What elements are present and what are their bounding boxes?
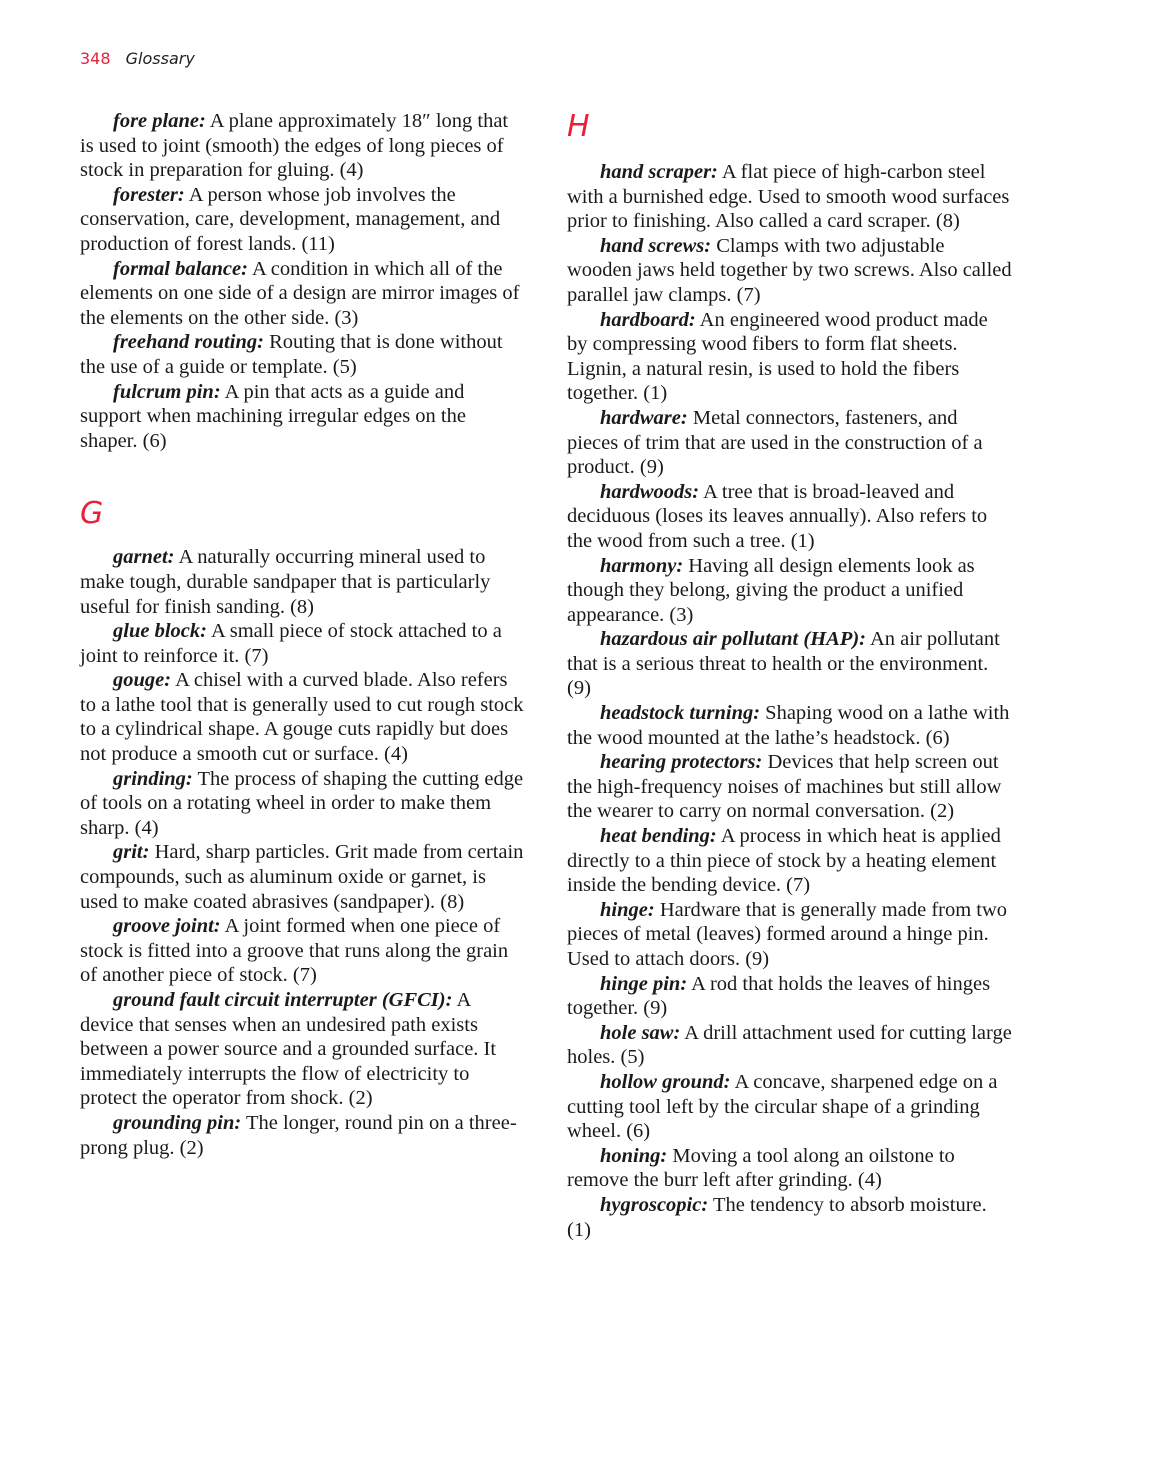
- glossary-definition: A naturally occurring mineral used to make tough, durable sandpaper that is particularly useful for finish sanding. (8): [80, 546, 491, 618]
- glossary-entry: [567, 308, 1012, 406]
- glossary-definition: An engineered wood product made by compressing wood fibers to form flat sheets. Lignin, a natural resin, is used to hold the fibers together. (1): [567, 308, 988, 405]
- glossary-definition: An air pollutant that is a serious threat to health or the environment. (9): [567, 628, 1000, 700]
- glossary-definition: Hardware that is generally made from two pieces of metal (leaves) formed around a hinge pin. Used to attach doors. (9): [567, 898, 1008, 970]
- glossary-definition: Having all design elements look as though they belong, giving the product a unified appearance. (3): [567, 554, 975, 626]
- glossary-definition: Devices that help screen out the high-frequency noises of machines but still allow the wearer to carry on normal conversation. (2): [567, 751, 1002, 823]
- glossary-definition: A condition in which all of the elements on one side of a design are mirror images of the elements on the other side. (3): [80, 257, 520, 329]
- glossary-term: grinding:: [113, 767, 193, 790]
- glossary-definition: The process of shaping the cutting edge of tools on a rotating wheel in order to make them sharp. (4): [80, 767, 524, 839]
- glossary-term: hand scraper:: [600, 161, 718, 183]
- glossary-entry: [567, 1193, 1012, 1242]
- glossary-term: grit:: [113, 841, 150, 864]
- glossary-entry: [567, 480, 1012, 554]
- glossary-definition: A rod that holds the leaves of hinges together. (9): [567, 972, 991, 1020]
- glossary-entry: [80, 668, 525, 766]
- glossary-entry: [80, 109, 525, 183]
- glossary-entry: [567, 824, 1012, 898]
- glossary-entry: [567, 234, 1012, 308]
- glossary-entry: [567, 750, 1012, 824]
- glossary-definition: Moving a tool along an oilstone to remove the burr left after grinding. (4): [567, 1144, 955, 1192]
- glossary-entry: [80, 914, 525, 988]
- glossary-definition: The longer, round pin on a three-prong plug. (2): [80, 1111, 517, 1159]
- glossary-definition: A flat piece of high-carbon steel with a burnished edge. Used to smooth wood surfaces prior to finishing. Also called a card scraper. (8): [567, 161, 1010, 233]
- glossary-term: garnet:: [113, 546, 175, 569]
- glossary-term: hinge pin:: [600, 972, 688, 995]
- glossary-entry: [80, 183, 525, 257]
- glossary-entry: [80, 257, 525, 331]
- left-column: [80, 109, 525, 1160]
- glossary-term: hygroscopic:: [600, 1193, 709, 1216]
- glossary-entry: [80, 988, 525, 1111]
- glossary-term: formal balance:: [113, 257, 248, 280]
- glossary-term: headstock turning:: [600, 702, 761, 725]
- glossary-entry: [567, 1070, 1012, 1144]
- glossary-definition: A concave, sharpened edge on a cutting tool left by the circular shape of a grinding wheel. (6): [567, 1070, 998, 1143]
- glossary-entry: [567, 701, 1012, 750]
- right-column: [567, 160, 1012, 1242]
- glossary-entry: [567, 406, 1012, 480]
- glossary-term: groove joint:: [113, 915, 221, 938]
- glossary-term: gouge:: [113, 669, 172, 692]
- glossary-term: hand screws:: [600, 234, 712, 257]
- glossary-entry: [567, 1021, 1012, 1070]
- glossary-definition: A person whose job involves the conservation, care, development, management, and production of forest lands. (11): [80, 183, 501, 255]
- glossary-definition: A small piece of stock attached to a joint to reinforce it. (7): [80, 620, 502, 667]
- glossary-definition: Hard, sharp particles. Grit made from certain compounds, such as aluminum oxide or garnet, is used to make coated abrasives (sandpaper). (8): [80, 841, 524, 913]
- glossary-entry: [80, 1111, 525, 1160]
- glossary-definition: Clamps with two adjustable wooden jaws held together by two screws. Also called parallel jaw clamps. (7): [567, 234, 1012, 306]
- glossary-term: fore plane:: [113, 110, 206, 132]
- glossary-entry: [80, 545, 525, 619]
- glossary-entry: [80, 840, 525, 914]
- glossary-entry: [567, 972, 1012, 1021]
- glossary-term: hardware:: [600, 406, 688, 429]
- glossary-term: freehand routing:: [113, 331, 264, 354]
- glossary-definition: A chisel with a curved blade. Also refers to a lathe tool that is generally used to cut rough stock to a cylindrical shape. A gouge cuts rapidly but does not produce a smooth cut or surface. (4): [80, 669, 524, 766]
- glossary-term: hole saw:: [600, 1021, 681, 1044]
- glossary-entry: [80, 380, 525, 454]
- glossary-term: fulcrum pin:: [113, 380, 221, 403]
- glossary-entry: [567, 898, 1012, 972]
- running-header: [80, 49, 195, 68]
- glossary-definition: Routing that is done without the use of a guide or template. (5): [80, 331, 503, 378]
- glossary-term: forester:: [113, 183, 185, 206]
- glossary-term: heat bending:: [600, 825, 717, 848]
- glossary-term: hollow ground:: [600, 1070, 731, 1093]
- glossary-term: grounding pin:: [113, 1111, 242, 1134]
- glossary-term: glue block:: [113, 620, 207, 643]
- glossary-definition: Shaping wood on a lathe with the wood mounted at the lathe’s headstock. (6): [567, 702, 1010, 749]
- glossary-entry: [80, 330, 525, 379]
- glossary-term: hazardous air pollutant (HAP):: [600, 628, 866, 651]
- page-number: 348: [80, 49, 111, 68]
- glossary-term: hardwoods:: [600, 480, 700, 503]
- glossary-term: hinge:: [600, 898, 655, 921]
- glossary-entry: [567, 1144, 1012, 1193]
- glossary-term: ground fault circuit interrupter (GFCI):: [113, 989, 453, 1011]
- glossary-definition: A device that senses when an undesired path exists between a power source and a grounded surface. It immediately interrupts the flow of electricity to protect the operator from shock. (2): [80, 989, 497, 1110]
- glossary-definition: A tree that is broad-leaved and deciduous (loses its leaves annually). Also refers to the wood from such a tree. (1): [567, 480, 988, 552]
- glossary-term: hearing protectors:: [600, 751, 763, 774]
- glossary-definition: The tendency to absorb moisture. (1): [567, 1193, 987, 1241]
- glossary-entry: [567, 554, 1012, 628]
- glossary-term: hardboard:: [600, 308, 696, 331]
- glossary-term: harmony:: [600, 554, 684, 577]
- glossary-definition: A joint formed when one piece of stock is fitted into a groove that runs along the grain of another piece of stock. (7): [80, 915, 509, 987]
- glossary-entry: [80, 619, 525, 668]
- letter-heading-h: H: [567, 109, 590, 144]
- glossary-entry: [567, 160, 1012, 234]
- letter-heading-g: G: [80, 496, 104, 532]
- glossary-definition: A plane approximately 18″ long that is used to joint (smooth) the edges of long pieces of stock in preparation for gluing. (4): [80, 110, 509, 182]
- glossary-definition: A pin that acts as a guide and support when machining irregular edges on the shaper. (6): [80, 380, 466, 452]
- glossary-definition: A drill attachment used for cutting large holes. (5): [567, 1021, 1012, 1069]
- glossary-entry: [80, 767, 525, 841]
- glossary-entry: [567, 627, 1012, 701]
- glossary-term: honing:: [600, 1144, 668, 1167]
- glossary-definition: A process in which heat is applied directly to a thin piece of stock by a heating element inside the bending device. (7): [567, 825, 1001, 897]
- section-title: Glossary: [125, 49, 195, 68]
- glossary-definition: Metal connectors, fasteners, and pieces of trim that are used in the construction of a product. (9): [567, 406, 983, 479]
